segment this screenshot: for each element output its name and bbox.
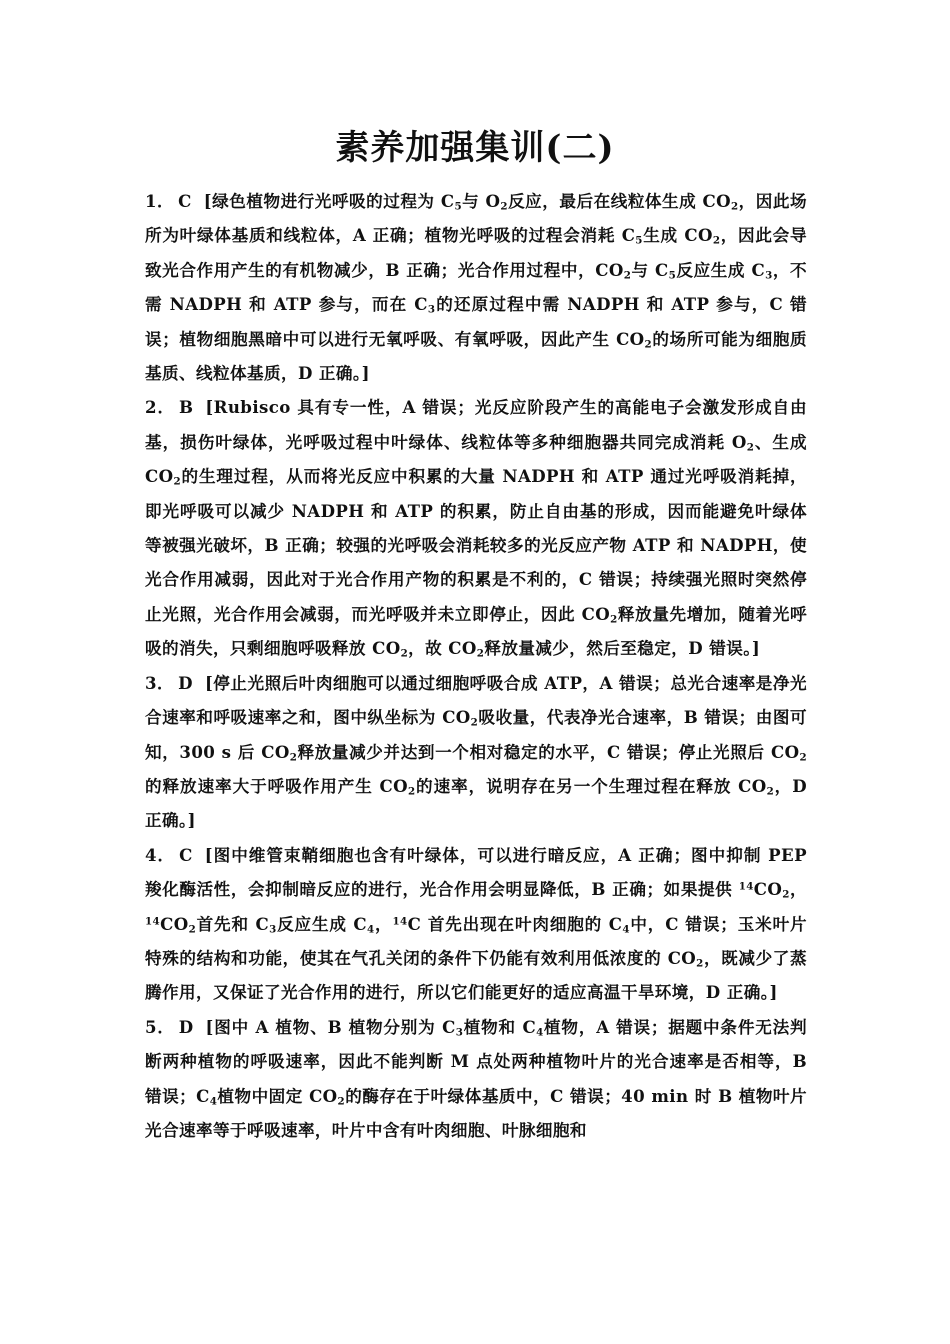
text-run: 释放量减少并达到一个相对稳定的水平，C 错误；停止光照后 CO xyxy=(297,741,800,762)
text-run: [图中维管束鞘细胞也含有叶绿体，可以进行暗反应，A 正确；图中抑制 PEP 羧化酶活性，会抑制暗反应的进行，光合作用会明显降低，B 正确；如果提供 xyxy=(145,844,807,900)
text-run: 的场所可能为细胞质基质、线粒体基质，D 正确。] xyxy=(145,328,808,384)
answer-item xyxy=(145,1010,807,1148)
text-run: [Rubisco 具有专一性，A 错误；光反应阶段产生的高能电子会激发形成自由基，损伤叶绿体，光呼吸过程中叶绿体、线粒体等多种细胞器共同完成消耗 O xyxy=(145,397,807,452)
text-run: 与 C xyxy=(631,259,669,280)
answer-number: 4． xyxy=(145,844,176,865)
text-run: 的速率，说明存在另一个生理过程在释放 CO xyxy=(415,775,767,796)
text-run: CO xyxy=(160,913,189,934)
subscript: 2 xyxy=(173,475,182,488)
answer-key: C xyxy=(179,844,193,865)
text-run: 中，C 错误；玉米叶片特殊的结构和功能，使其在气孔关闭的条件下仍能有效利用低浓度的 CO xyxy=(145,913,807,968)
answer-item xyxy=(145,184,807,390)
text-run: ， xyxy=(789,879,807,900)
answer-number: 5． xyxy=(145,1016,175,1037)
subscript: 4 xyxy=(367,923,375,936)
answer-item xyxy=(145,390,807,665)
answer-number: 2． xyxy=(145,397,175,418)
text-run: 首先和 C xyxy=(196,913,270,934)
subscript: 2 xyxy=(623,269,632,282)
subscript: 2 xyxy=(337,1095,346,1108)
text-run: [图中 A 植物、B 植物分别为 C xyxy=(205,1016,456,1037)
subscript: 2 xyxy=(400,647,409,660)
text-run: ，因此场所为叶绿体基质和线粒体，A 正确；植物光呼吸的过程会消耗 C xyxy=(145,191,807,246)
text-run: 的生理过程，从而将光反应中积累的大量 NADPH 和 ATP 通过光呼吸消耗掉，即光呼吸可以减少 NADPH 和 ATP 的积累，防止自由基的形成，因而能避免叶绿体等被强光破坏，B 正确；较强的光呼吸会消耗较多的光反应产物 ATP 和 NADPH，使光合作用减弱，因此对于光合作用产物的积累是不利的，C 错误；持续强光照时突然停止光照，光合作用会减弱，而光呼吸并未立即停止，因此 CO xyxy=(145,466,807,624)
subscript: 2 xyxy=(470,716,479,729)
subscript: 2 xyxy=(712,234,721,247)
page-title: 素养加强集训(二) xyxy=(335,128,615,168)
text-run: ，不需 NADPH 和 ATP 参与，而在 C xyxy=(145,259,807,315)
subscript: 2 xyxy=(746,441,755,454)
answer-item xyxy=(145,666,807,838)
text-run: ，故 CO xyxy=(408,638,477,659)
text-run: 的释放速率大于呼吸作用产生 CO xyxy=(145,775,408,796)
answer-explanation xyxy=(145,673,807,831)
subscript: 2 xyxy=(766,785,775,798)
subscript: 3 xyxy=(269,923,277,936)
subscript: 5 xyxy=(635,234,643,247)
subscript: 2 xyxy=(500,200,508,213)
subscript: 4 xyxy=(622,923,630,936)
subscript: 2 xyxy=(289,751,298,764)
subscript: 2 xyxy=(610,613,618,626)
answer-explanation xyxy=(145,397,807,658)
subscript: 4 xyxy=(209,1095,218,1108)
subscript: 3 xyxy=(455,1026,464,1039)
subscript: 3 xyxy=(427,303,436,316)
answer-number: 3． xyxy=(145,672,175,693)
text-run: 与 O xyxy=(462,191,501,211)
answer-explanation xyxy=(145,1017,807,1140)
subscript: 3 xyxy=(765,269,773,282)
subscript: 2 xyxy=(188,923,197,936)
text-run: 反应，最后在线粒体生成 CO xyxy=(507,191,731,211)
text-run: 植物和 C xyxy=(463,1016,537,1037)
text-run: 生成 CO xyxy=(642,225,713,246)
answer-explanation xyxy=(145,845,807,1003)
text-run: [停止光照后叶肉细胞可以通过细胞呼吸合成 ATP，A 错误；总光合速率是净光合速率和呼吸速率之和，图中纵坐标为 CO xyxy=(145,672,807,728)
text-run: ， xyxy=(374,913,393,934)
text-run: 释放量先增加，随着光呼吸的消失，只剩细胞呼吸释放 CO xyxy=(145,603,808,659)
text-run: CO xyxy=(753,879,783,900)
subscript: 2 xyxy=(799,751,807,764)
subscript: 2 xyxy=(731,200,739,213)
superscript: 14 xyxy=(145,914,161,927)
subscript: 5 xyxy=(668,269,677,282)
text-run: 吸收量，代表净光合速率，B 错误；由图可知，300 s 后 CO xyxy=(145,707,807,762)
superscript: 14 xyxy=(392,914,408,927)
text-run: ，D 正确。] xyxy=(145,775,807,831)
text-run: C 首先出现在叶肉细胞的 C xyxy=(407,913,623,934)
text-run: 反应生成 C xyxy=(676,259,766,280)
text-run: 的还原过程中需 NADPH 和 ATP 参与，C 错误；植物细胞黑暗中可以进行无氧呼吸、有氧呼吸，因此产生 CO xyxy=(145,294,807,349)
answer-item xyxy=(145,838,807,1010)
answer-list xyxy=(145,184,807,1147)
answer-key: D xyxy=(178,672,193,693)
subscript: 2 xyxy=(696,957,704,970)
answer-key: D xyxy=(178,1016,194,1037)
subscript: 4 xyxy=(536,1026,544,1039)
text-run: 、生成 CO xyxy=(145,431,808,487)
answer-key: C xyxy=(178,191,192,211)
text-run: 释放量减少，然后至稳定，D 错误。] xyxy=(484,638,761,659)
text-run: 植物，A 错误；据题中条件无法判断两种植物的呼吸速率，因此不能判断 M 点处两种植物叶片的光合速率是否相等，B 错误；C xyxy=(145,1016,807,1106)
text-run: 的酶存在于叶绿体基质中，C 错误；40 min 时 B 植物叶片光合速率等于呼吸速率，叶片中含有叶肉细胞、叶脉细胞和 xyxy=(145,1085,807,1140)
subscript: 2 xyxy=(644,338,653,351)
text-run: [绿色植物进行光呼吸的过程为 C xyxy=(203,191,455,211)
answer-explanation xyxy=(145,191,807,383)
superscript: 14 xyxy=(738,880,754,893)
text-run: 反应生成 C xyxy=(276,913,368,934)
subscript: 5 xyxy=(454,200,463,213)
subscript: 2 xyxy=(407,785,416,798)
text-run: ，既减少了蒸腾作用，又保证了光合作用的进行，所以它们能更好的适应高温干旱环境，D 正确。] xyxy=(145,947,807,1003)
text-run: 植物中固定 CO xyxy=(217,1085,338,1106)
answer-key: B xyxy=(178,397,194,418)
subscript: 2 xyxy=(476,647,485,660)
answer-number: 1． xyxy=(145,191,175,211)
subscript: 2 xyxy=(782,888,790,901)
text-run: ，因此会导致光合作用产生的有机物减少，B 正确；光合作用过程中，CO xyxy=(145,225,807,280)
